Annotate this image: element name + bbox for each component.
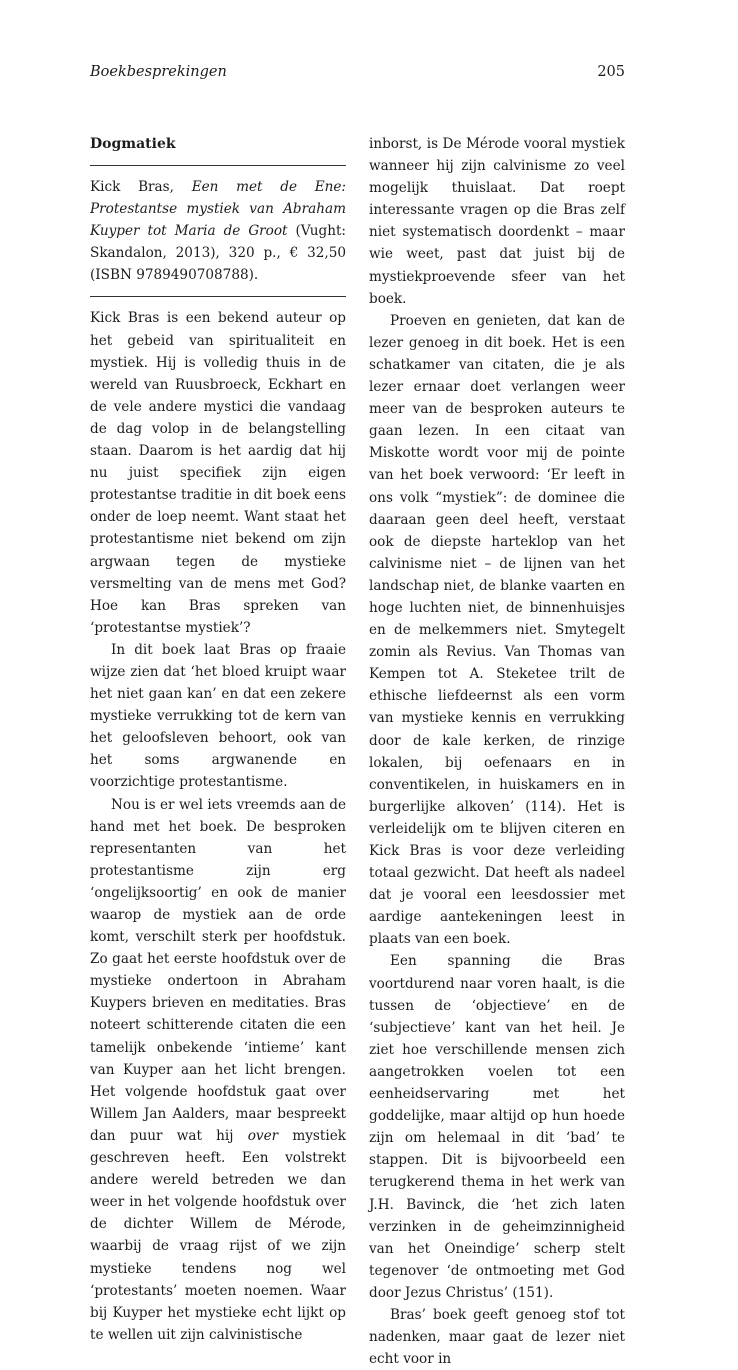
paragraph: inborst, is De Mérode vooral mystiek wanneer hij zijn calvinisme zo veel mogelijk thuislaat. Dat roept interessante vragen op die Bras zelf niet systematisch doordenkt – maar wie weet, past dat juist bij de mystiekproevende sfeer van het boek. xyxy=(369,136,625,307)
paragraph: Bras’ boek geeft genoeg stof tot nadenken, maar gaat de lezer niet echt voor in xyxy=(369,1306,625,1368)
book-title: Een met de Ene: Protestantse mystiek van Abraham Kuyper tot Maria de Groot xyxy=(90,179,347,240)
book-author: Kick Bras, xyxy=(90,179,192,195)
paragraph: Kick Bras is een bekend auteur op het gebeid van spiritualiteit en mystiek. Hij is volledig thuis in de wereld van Ruusbroeck, Eckhart en de vele andere mystici die vandaag de dag volop in de belangstelling staan. Daarom is het aardig dat hij nu juist specifiek zijn eigen protestantse traditie in dit boek eens onder de loep neemt. Want staat het protestantisme niet bekend om zijn argwaan tegen de mystieke versmelting van de mens met God? Hoe kan Bras spreken van ‘protestantse mystiek’? xyxy=(90,310,346,636)
page-number: 205 xyxy=(597,64,625,80)
bottom-rule xyxy=(90,296,346,297)
section-title: Dogmatiek xyxy=(90,136,176,152)
left-column xyxy=(90,133,346,1346)
paragraph: Een spanning die Bras voortdurend naar voren haalt, is die tussen de ‘objectieve’ en de ‘subjectieve’ kant van het heil. Je ziet hoe verschillende mensen zich aangetrokken voelen tot een eenheidservaring met het goddelijke, maar altijd op hun hoede zijn om helemaal in dit ‘bad’ te stappen. Dit is bijvoorbeeld een terugkerend thema in het werk van J.H. Bavinck, die ‘het zich laten verzinken in de geheimzinnigheid van het Oneindige’ scherp stelt tegenover ‘de ontmoeting met God door Jezus Christus’ (151). xyxy=(369,953,625,1301)
paragraph: In dit boek laat Bras op fraaie wijze zien dat ‘het bloed kruipt waar het niet gaan kan’ en dat een zekere mystieke verrukking tot de kern van het geloofsleven behoort, ook van het soms argwanende en voorzichtige protestantisme. xyxy=(90,641,346,791)
book-citation xyxy=(90,176,346,286)
emphasis: over xyxy=(247,1127,279,1144)
right-column xyxy=(369,133,625,1370)
paragraph: Nou is er wel iets vreemds aan de hand met het boek. De besproken representanten van het protestantisme zijn erg ‘ongelijksoortig’ en ook de manier waarop de mystiek aan de orde komt, verschilt sterk per hoofdstuk. Zo gaat het eerste hoofdstuk over de mystieke ondertoon in Abraham Kuypers brieven en meditaties. Bras noteert schitterende citaten die een tamelijk onbekende ‘intieme’ kant van Kuyper aan het licht brengen. Het volgende hoofdstuk gaat over Willem Jan Aalders, maar bespreekt dan puur wat hij over mystiek geschreven heeft. Een volstrekt andere wereld betreden we dan weer in het volgende hoofdstuk over de dichter Willem de Mérode, waarbij de vraag rijst of we zijn mystieke tendens nog wel ‘protestants’ moeten noemen. Waar bij Kuyper het mystieke echt lijkt op te wellen uit zijn calvinistische xyxy=(90,796,346,1343)
book-details: (Vught: Skandalon, 2013), 320 p., € 32,50 (ISBN 9789490708788). xyxy=(90,223,347,284)
paragraph: Proeven en genieten, dat kan de lezer genoeg in dit boek. Het is een schatkamer van citaten, die je als lezer ernaar doet verlangen weer meer van de besproken auteurs te gaan lezen. In een citaat van Miskotte wordt voor mij de pointe van het boek verwoord: ‘Er leeft in ons volk “mystiek”: de dominee die daaraan geen deel heeft, verstaat ook de diepste harteklop van het calvinisme niet – de lijnen van het landschap niet, de blanke vaarten en hoge luchten niet, de binnenhuisjes en de melkemmers niet. Smytegelt zomin als Revius. Van Thomas van Kempen tot A. Steketee trilt de ethische liefdeernst als een vorm van mystieke kennis en verrukking door de kale kerken, de rinzige lokalen, bij oefenaars en in conventikelen, in huiskamers en in burgerlijke alkoven’ (114). Het is verleidelijk om te blijven citeren en Kick Bras is voor deze verleiding totaal gezwicht. Dat heeft als nadeel dat je vooral een leesdossier met aardige aantekeningen leest in plaats van een boek. xyxy=(369,312,625,948)
top-rule xyxy=(90,165,346,166)
running-head: Boekbesprekingen xyxy=(90,64,227,80)
